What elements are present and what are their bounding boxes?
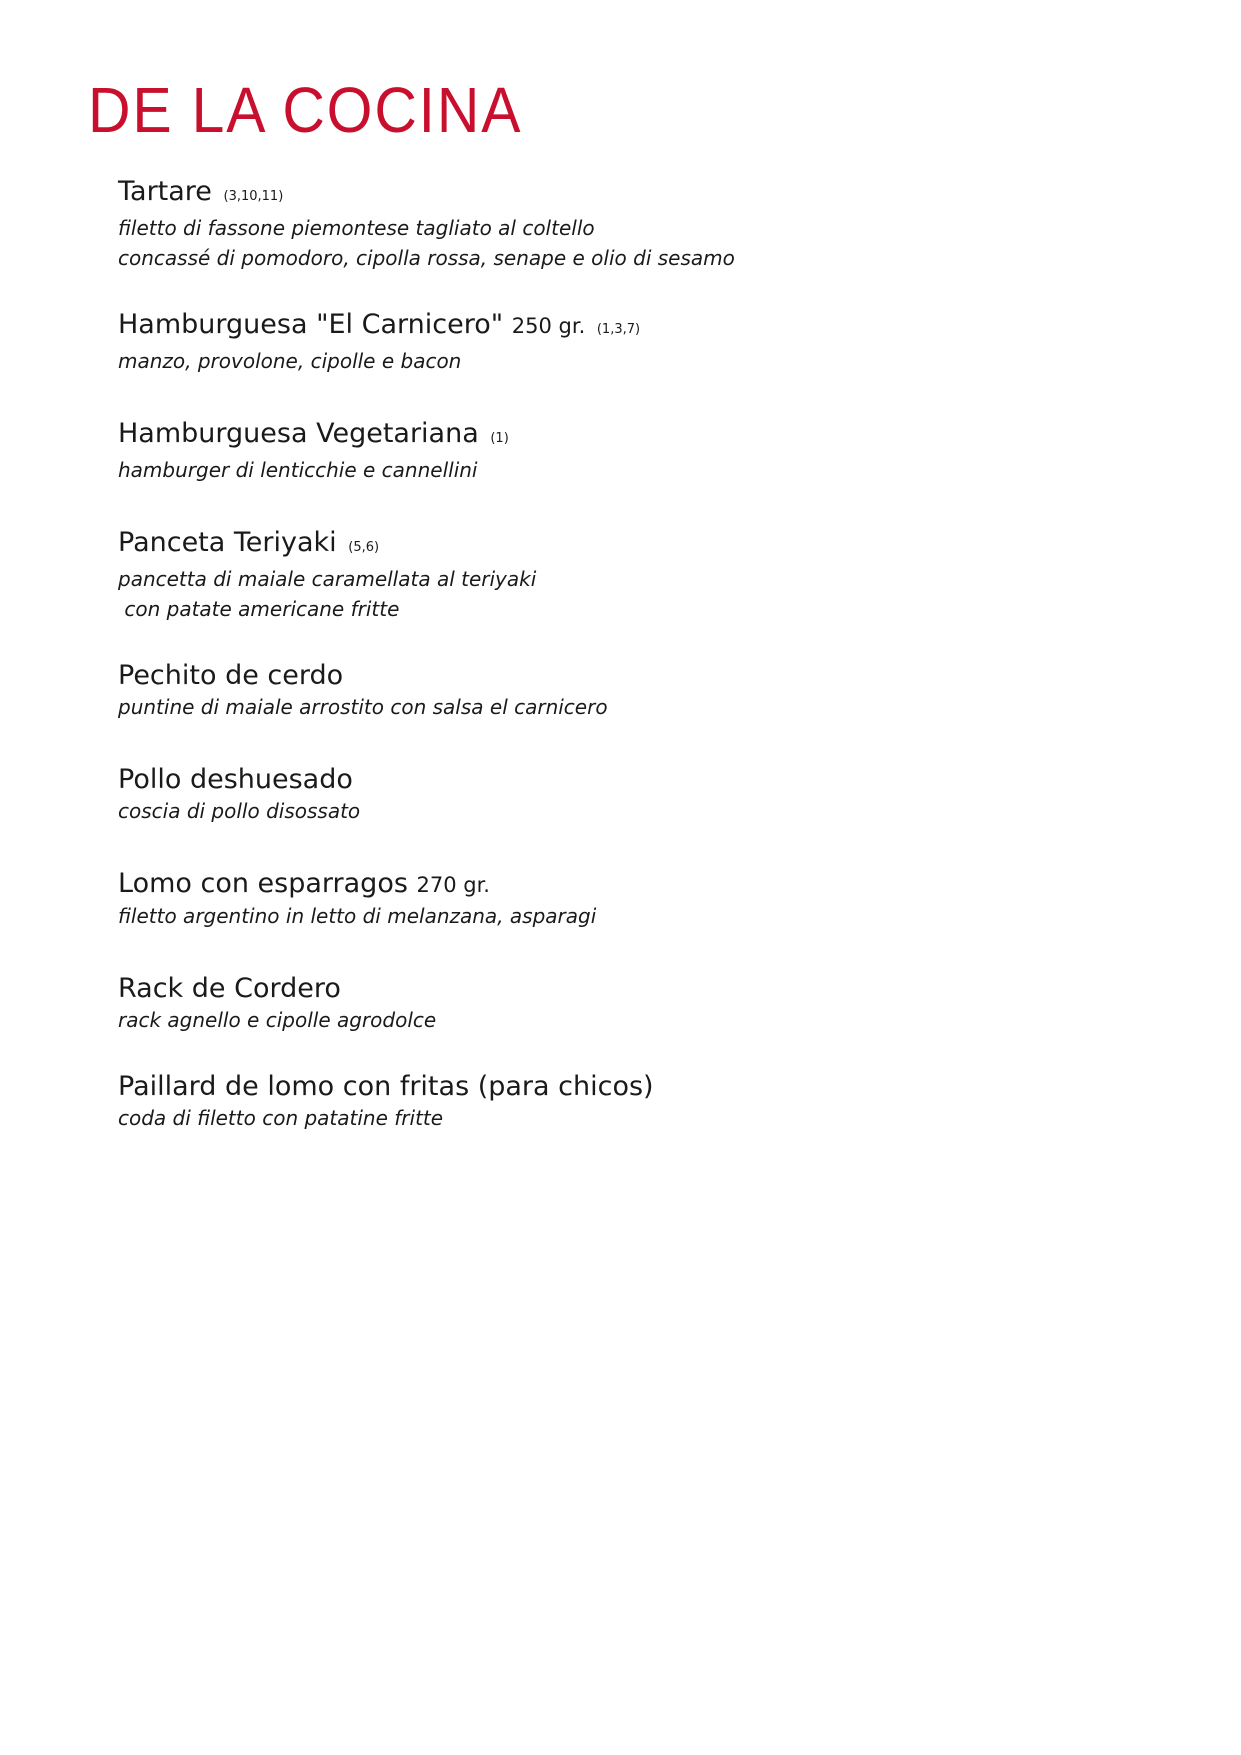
section-title: DE LA COCINA	[88, 74, 523, 146]
menu-item-tartare	[118, 176, 1198, 273]
item-description-line: con patate americane fritte	[118, 597, 400, 621]
item-description-line: coda di filetto con patatine fritte	[118, 1106, 444, 1130]
item-name-line	[118, 868, 1198, 901]
item-description-line: manzo, provolone, cipolle e bacon	[118, 349, 462, 373]
item-description-line: coscia di pollo disossato	[118, 799, 361, 823]
item-description-line: pancetta di maiale caramellata al teriyaki	[118, 567, 537, 591]
menu-list	[118, 176, 1198, 1133]
menu-item-hamburguesa-vegetariana	[118, 418, 1198, 485]
item-description-line: puntine di maiale arrostito con salsa el carnicero	[118, 695, 608, 719]
item-name-line	[118, 527, 1198, 564]
item-description-line: rack agnello e cipolle agrodolce	[118, 1008, 437, 1032]
item-weight: 270 gr.	[416, 873, 490, 897]
item-allergens: (1,3,7)	[596, 322, 641, 337]
item-name: Pollo deshuesado	[118, 764, 353, 795]
item-name-line	[118, 764, 1198, 796]
menu-item-paillard-de-lomo	[118, 1071, 1198, 1133]
item-name-line	[118, 176, 1198, 213]
item-name: Lomo con esparragos	[118, 868, 408, 899]
item-name: Hamburguesa Vegetariana	[118, 418, 479, 449]
item-name-line	[118, 1071, 1198, 1103]
menu-item-lomo-con-esparragos	[118, 868, 1198, 931]
item-description-line: hamburger di lenticchie e cannellini	[118, 458, 478, 482]
item-name: Panceta Teriyaki	[118, 527, 337, 558]
menu-item-panceta-teriyaki	[118, 527, 1198, 624]
menu-item-rack-de-cordero	[118, 973, 1198, 1035]
item-weight: 250 gr.	[511, 314, 586, 338]
item-name: Tartare	[118, 176, 212, 207]
item-allergens: (1)	[490, 431, 509, 446]
item-name-line	[118, 418, 1198, 455]
item-name: Rack de Cordero	[118, 973, 341, 1004]
item-description-line: concassé di pomodoro, cipolla rossa, senape e olio di sesamo	[118, 246, 735, 270]
item-name: Hamburguesa "El Carnicero"	[118, 309, 504, 340]
item-name: Pechito de cerdo	[118, 660, 344, 691]
item-name-line	[118, 973, 1198, 1005]
item-allergens: (5,6)	[348, 540, 380, 555]
item-name: Paillard de lomo con fritas (para chicos)	[118, 1071, 654, 1102]
menu-item-hamburguesa-el-carnicero	[118, 309, 1198, 376]
menu-item-pollo-deshuesado	[118, 764, 1198, 826]
item-allergens: (3,10,11)	[223, 189, 284, 204]
item-description-line: filetto di fassone piemontese tagliato al coltello	[118, 216, 595, 240]
item-description-line: filetto argentino in letto di melanzana, asparagi	[118, 904, 597, 928]
menu-item-pechito-de-cerdo	[118, 660, 1198, 722]
item-name-line	[118, 309, 1198, 346]
item-name-line	[118, 660, 1198, 692]
